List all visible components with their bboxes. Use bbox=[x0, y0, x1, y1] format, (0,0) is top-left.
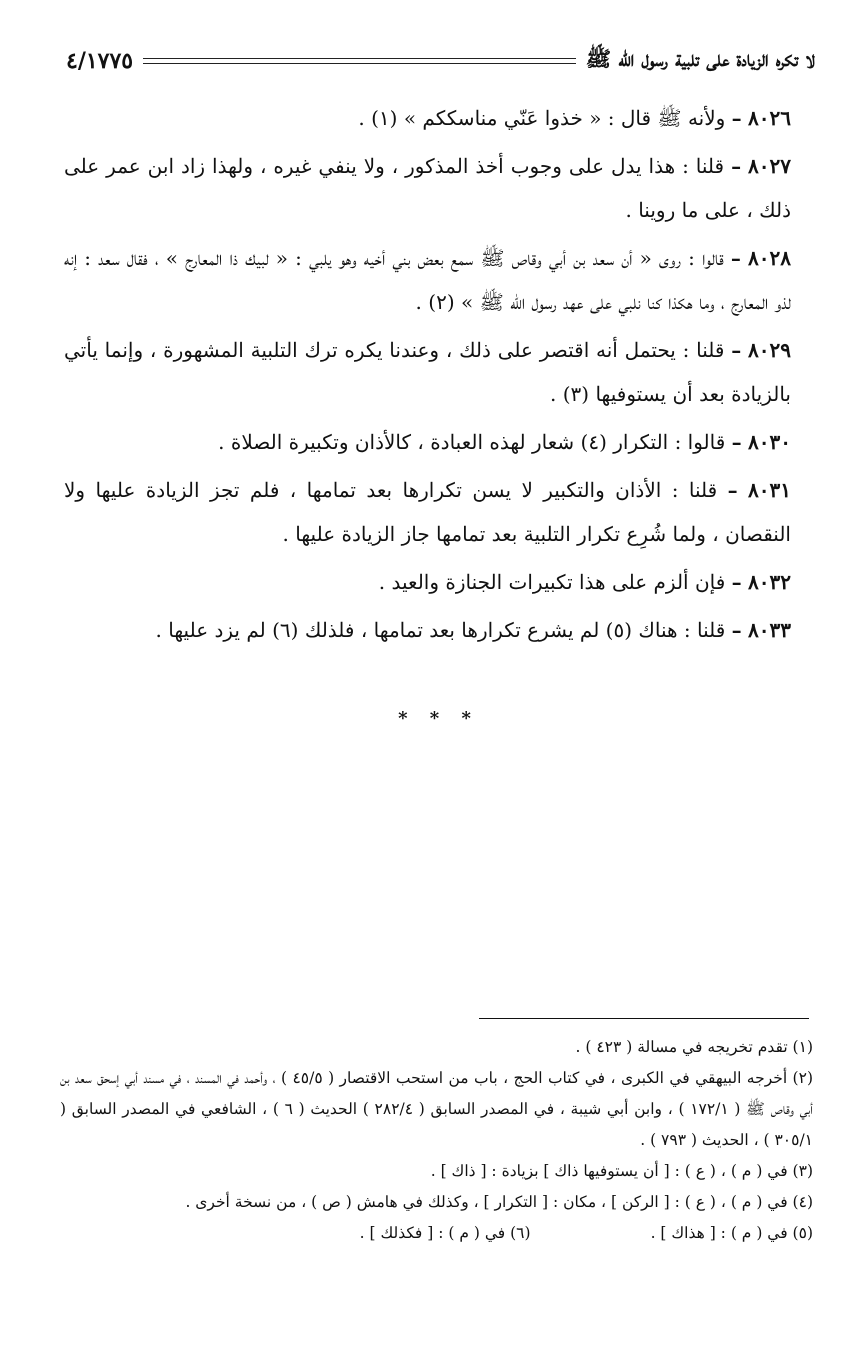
paragraph-number: ٨٠٢٧ bbox=[748, 154, 791, 178]
main-text bbox=[64, 96, 813, 656]
paragraph-text: قلنا : يحتمل أنه اقتصر على ذلك ، وعندنا يكره ترك التلبية المشهورة ، وإنما يأتي بالزيادة بعد أن يستوفيها (٣) . bbox=[64, 338, 791, 406]
paragraph-8028: ٨٠٢٨ – قالوا : روى « أن سعد بن أبي وقاص ﷺ سمع بعض بني أخيه وهو يلبي : « لبيك ذا المعارج » ، فقال سعد : إنه لذو المعارج ، وما هكذا كنا نلبي على عهد رسول الله ﷺ » (٢) . bbox=[64, 246, 792, 314]
paragraph-8030: ٨٠٣٠ – قالوا : التكرار (٤) شعار لهذه العبادة ، كالأذان وتكبيرة الصلاة . bbox=[218, 430, 791, 454]
paragraph-number: ٨٠٣٢ bbox=[748, 570, 791, 594]
footnote-2: (٢) أخرجه البيهقي في الكبرى ، في كتاب الحج ، باب من استحب الاقتصار ( ٤٥/٥ ) ، وأحمد في المسند ، في مسند أبي إسحق سعد بن أبي وقاص ﷺ ( ١٧٢/١ ) ، وابن أبي شيبة ، في المصدر السابق ( ٢٨٢/٤ ) الحديث ( ٦ ) ، الشافعي في المصدر السابق ( ٣٠٥/١ ) ، الحديث ( ٧٩٣ ) . bbox=[60, 1069, 813, 1149]
paragraph-8031: ٨٠٣١ – قلنا : الأذان والتكبير لا يسن تكرارها بعد تمامها ، فلم تجز الزيادة عليها ولا النقصان ، ولما شُرِع تكرار التلبية بعد تمامها جاز الزيادة عليها . bbox=[64, 478, 791, 546]
paragraph-8027: ٨٠٢٧ – قلنا : هذا يدل على وجوب أخذ المذكور ، ولا ينفي غيره ، ولهذا زاد ابن عمر على ذلك ، على ما روينا . bbox=[64, 154, 791, 222]
footnote-4: (٤) في ( م ) ، ( ع ) : [ الركن ] ، مكان : [ التكرار ] ، وكذلك في هامش ( ص ) ، من نسخة أخرى . bbox=[185, 1193, 813, 1211]
paragraph-number: ٨٠٢٩ bbox=[748, 338, 792, 362]
paragraph-text: قالوا : روى « أن سعد بن أبي وقاص ﷺ سمع بعض بني أخيه وهو يلبي : « لبيك ذا المعارج » ، فقال سعد : إنه لذو المعارج ، وما هكذا كنا نلبي على عهد رسول الله ﷺ » (٢) . bbox=[64, 246, 791, 314]
paragraph-number: ٨٠٢٨ bbox=[748, 246, 792, 270]
paragraph-text: قلنا : الأذان والتكبير لا يسن تكرارها بعد تمامها ، فلم تجز الزيادة عليها ولا النقصان ، ولما شُرِع تكرار التلبية بعد تمامها جاز الزيادة عليها . bbox=[64, 478, 791, 546]
footnote-1: (١) تقدم تخريجه في مسالة ( ٤٢٣ ) . bbox=[575, 1038, 813, 1056]
paragraph-8033: ٨٠٣٣ – قلنا : هناك (٥) لم يشرع تكرارها بعد تمامها ، فلذلك (٦) لم يزد عليها . bbox=[155, 618, 791, 642]
paragraph-8026: ٨٠٢٦ – ولأنه ﷺ قال : « خذوا عَنّي مناسككم » (١) . bbox=[358, 106, 791, 130]
footnote-6: (٦) في ( م ) : [ فكذلك ] . bbox=[359, 1224, 531, 1242]
paragraph-text: قلنا : هناك (٥) لم يشرع تكرارها بعد تمامها ، فلذلك (٦) لم يزد عليها . bbox=[155, 618, 726, 642]
footnote-5: (٥) في ( م ) : [ هذاك ] . bbox=[650, 1224, 813, 1242]
paragraph-number: ٨٠٣٠ bbox=[748, 430, 791, 454]
footnote-3: (٣) في ( م ) ، ( ع ) : [ أن يستوفيها ذاك ] بزيادة : [ ذاك ] . bbox=[430, 1162, 813, 1180]
footnote-row bbox=[60, 1218, 813, 1249]
section-separator: * * * bbox=[398, 708, 479, 729]
paragraph-text: قلنا : هذا يدل على وجوب أخذ المذكور ، ولا ينفي غيره ، ولهذا زاد ابن عمر على ذلك ، على ما روينا . bbox=[64, 154, 791, 222]
paragraph-text: قالوا : التكرار (٤) شعار لهذه العبادة ، كالأذان وتكبيرة الصلاة . bbox=[218, 430, 726, 454]
paragraph-number: ٨٠٢٦ bbox=[748, 106, 791, 130]
paragraph-text: ولأنه ﷺ قال : « خذوا عَنّي مناسككم » (١) . bbox=[358, 106, 726, 130]
page-title: لا تكره الزيادة على تلبية رسول الله ﷺ bbox=[585, 45, 815, 71]
paragraph-number: ٨٠٣٣ bbox=[748, 618, 791, 642]
paragraph-8029: ٨٠٢٩ – قلنا : يحتمل أنه اقتصر على ذلك ، وعندنا يكره ترك التلبية المشهورة ، وإنما يأتي بالزيادة بعد أن يستوفيها (٣) . bbox=[64, 338, 792, 406]
paragraph-text: فإن ألزم على هذا تكبيرات الجنازة والعيد . bbox=[378, 570, 726, 594]
header-rule bbox=[143, 58, 576, 64]
paragraph-number: ٨٠٣١ bbox=[748, 478, 791, 502]
page-number: ٤/١٧٧٥ bbox=[66, 48, 134, 74]
footnotes bbox=[60, 1032, 813, 1249]
running-header bbox=[66, 44, 815, 78]
paragraph-8032: ٨٠٣٢ – فإن ألزم على هذا تكبيرات الجنازة والعيد . bbox=[378, 570, 791, 594]
footnote-rule bbox=[479, 1018, 809, 1019]
